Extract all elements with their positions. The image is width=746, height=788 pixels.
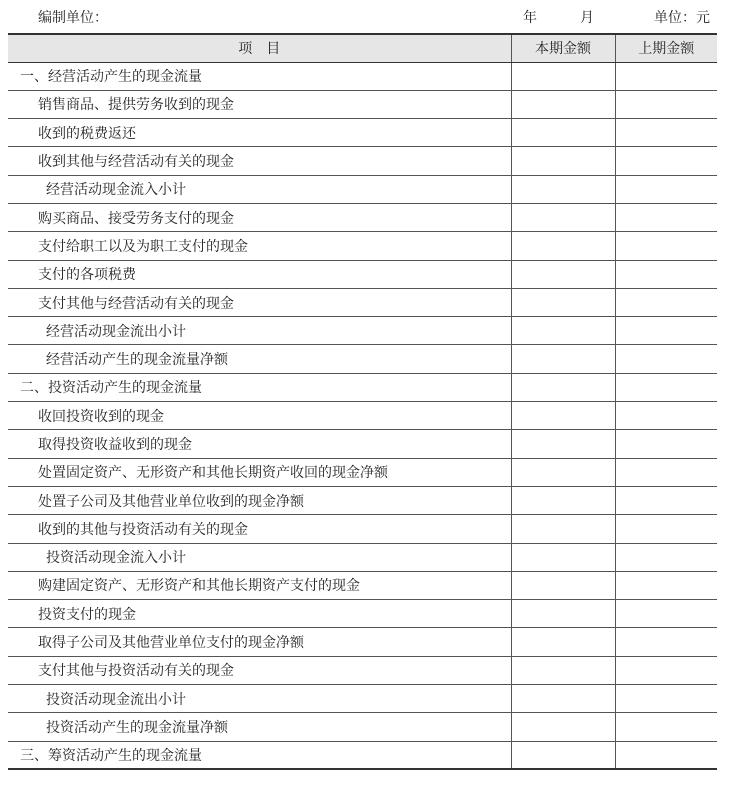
prior-period-amount-cell bbox=[615, 685, 717, 713]
prior-period-amount-cell bbox=[615, 345, 717, 373]
row-item-label: 取得投资收益收到的现金 bbox=[8, 430, 511, 458]
table-row bbox=[8, 571, 717, 599]
compiling-unit-label: 编制单位： bbox=[38, 10, 108, 26]
table-row bbox=[8, 317, 717, 345]
table-row bbox=[8, 203, 717, 231]
current-period-amount-cell bbox=[511, 402, 615, 430]
current-period-amount-cell bbox=[511, 486, 615, 514]
year-label: 年 bbox=[523, 10, 537, 26]
row-item-label: 投资支付的现金 bbox=[8, 600, 511, 628]
current-period-amount-cell bbox=[511, 571, 615, 599]
month-label: 月 bbox=[580, 10, 594, 26]
current-period-amount-cell bbox=[511, 713, 615, 741]
column-header-current-period: 本期金额 bbox=[511, 34, 615, 62]
prior-period-amount-cell bbox=[615, 515, 717, 543]
current-period-amount-cell bbox=[511, 543, 615, 571]
table-row bbox=[8, 402, 717, 430]
current-period-amount-cell bbox=[511, 515, 615, 543]
prior-period-amount-cell bbox=[615, 458, 717, 486]
currency-unit-label: 单位：元 bbox=[654, 10, 710, 26]
current-period-amount-cell bbox=[511, 656, 615, 684]
table-row bbox=[8, 656, 717, 684]
prior-period-amount-cell bbox=[615, 571, 717, 599]
row-item-label: 投资活动现金流出小计 bbox=[8, 685, 511, 713]
current-period-amount-cell bbox=[511, 175, 615, 203]
current-period-amount-cell bbox=[511, 90, 615, 118]
row-item-label: 销售商品、提供劳务收到的现金 bbox=[8, 90, 511, 118]
prior-period-amount-cell bbox=[615, 543, 717, 571]
current-period-amount-cell bbox=[511, 203, 615, 231]
column-header-prior-period: 上期金额 bbox=[615, 34, 717, 62]
row-item-label: 取得子公司及其他营业单位支付的现金净额 bbox=[8, 628, 511, 656]
row-item-label: 经营活动现金流出小计 bbox=[8, 317, 511, 345]
cash-flow-table bbox=[8, 33, 717, 770]
row-item-label: 支付给职工以及为职工支付的现金 bbox=[8, 232, 511, 260]
prior-period-amount-cell bbox=[615, 147, 717, 175]
table-row bbox=[8, 232, 717, 260]
prior-period-amount-cell bbox=[615, 430, 717, 458]
current-period-amount-cell bbox=[511, 600, 615, 628]
table-row bbox=[8, 62, 717, 90]
row-item-label: 购建固定资产、无形资产和其他长期资产支付的现金 bbox=[8, 571, 511, 599]
row-item-label: 支付其他与经营活动有关的现金 bbox=[8, 288, 511, 316]
table-row bbox=[8, 373, 717, 401]
row-item-label: 三、筹资活动产生的现金流量 bbox=[8, 741, 511, 769]
current-period-amount-cell bbox=[511, 628, 615, 656]
table-row bbox=[8, 486, 717, 514]
table-header-row bbox=[8, 34, 717, 62]
table-row bbox=[8, 458, 717, 486]
row-item-label: 购买商品、接受劳务支付的现金 bbox=[8, 203, 511, 231]
row-item-label: 经营活动产生的现金流量净额 bbox=[8, 345, 511, 373]
current-period-amount-cell bbox=[511, 232, 615, 260]
prior-period-amount-cell bbox=[615, 402, 717, 430]
prior-period-amount-cell bbox=[615, 317, 717, 345]
current-period-amount-cell bbox=[511, 288, 615, 316]
prior-period-amount-cell bbox=[615, 656, 717, 684]
table-row bbox=[8, 260, 717, 288]
table-row bbox=[8, 345, 717, 373]
table-row bbox=[8, 741, 717, 769]
row-item-label: 支付其他与投资活动有关的现金 bbox=[8, 656, 511, 684]
row-item-label: 一、经营活动产生的现金流量 bbox=[8, 62, 511, 90]
current-period-amount-cell bbox=[511, 685, 615, 713]
row-item-label: 处置固定资产、无形资产和其他长期资产收回的现金净额 bbox=[8, 458, 511, 486]
row-item-label: 收到其他与经营活动有关的现金 bbox=[8, 147, 511, 175]
table-row bbox=[8, 288, 717, 316]
column-header-item: 项 目 bbox=[8, 34, 511, 62]
row-item-label: 收到的其他与投资活动有关的现金 bbox=[8, 515, 511, 543]
table-body bbox=[8, 62, 717, 769]
table-row bbox=[8, 628, 717, 656]
row-item-label: 投资活动现金流入小计 bbox=[8, 543, 511, 571]
current-period-amount-cell bbox=[511, 430, 615, 458]
table-row bbox=[8, 147, 717, 175]
prior-period-amount-cell bbox=[615, 486, 717, 514]
prior-period-amount-cell bbox=[615, 232, 717, 260]
current-period-amount-cell bbox=[511, 741, 615, 769]
row-item-label: 支付的各项税费 bbox=[8, 260, 511, 288]
row-item-label: 经营活动现金流入小计 bbox=[8, 175, 511, 203]
row-item-label: 二、投资活动产生的现金流量 bbox=[8, 373, 511, 401]
current-period-amount-cell bbox=[511, 345, 615, 373]
table-row bbox=[8, 175, 717, 203]
row-item-label: 收回投资收到的现金 bbox=[8, 402, 511, 430]
prior-period-amount-cell bbox=[615, 203, 717, 231]
prior-period-amount-cell bbox=[615, 90, 717, 118]
row-item-label: 投资活动产生的现金流量净额 bbox=[8, 713, 511, 741]
table-row bbox=[8, 685, 717, 713]
table-row bbox=[8, 543, 717, 571]
current-period-amount-cell bbox=[511, 260, 615, 288]
prior-period-amount-cell bbox=[615, 119, 717, 147]
current-period-amount-cell bbox=[511, 147, 615, 175]
row-item-label: 处置子公司及其他营业单位收到的现金净额 bbox=[8, 486, 511, 514]
table-row bbox=[8, 90, 717, 118]
current-period-amount-cell bbox=[511, 119, 615, 147]
current-period-amount-cell bbox=[511, 458, 615, 486]
statement-header bbox=[0, 0, 746, 32]
prior-period-amount-cell bbox=[615, 713, 717, 741]
table-row bbox=[8, 713, 717, 741]
table-row bbox=[8, 119, 717, 147]
prior-period-amount-cell bbox=[615, 741, 717, 769]
current-period-amount-cell bbox=[511, 62, 615, 90]
table-row bbox=[8, 600, 717, 628]
table-row bbox=[8, 515, 717, 543]
prior-period-amount-cell bbox=[615, 62, 717, 90]
prior-period-amount-cell bbox=[615, 175, 717, 203]
prior-period-amount-cell bbox=[615, 628, 717, 656]
current-period-amount-cell bbox=[511, 373, 615, 401]
current-period-amount-cell bbox=[511, 317, 615, 345]
prior-period-amount-cell bbox=[615, 260, 717, 288]
prior-period-amount-cell bbox=[615, 288, 717, 316]
table-row bbox=[8, 430, 717, 458]
prior-period-amount-cell bbox=[615, 373, 717, 401]
prior-period-amount-cell bbox=[615, 600, 717, 628]
row-item-label: 收到的税费返还 bbox=[8, 119, 511, 147]
